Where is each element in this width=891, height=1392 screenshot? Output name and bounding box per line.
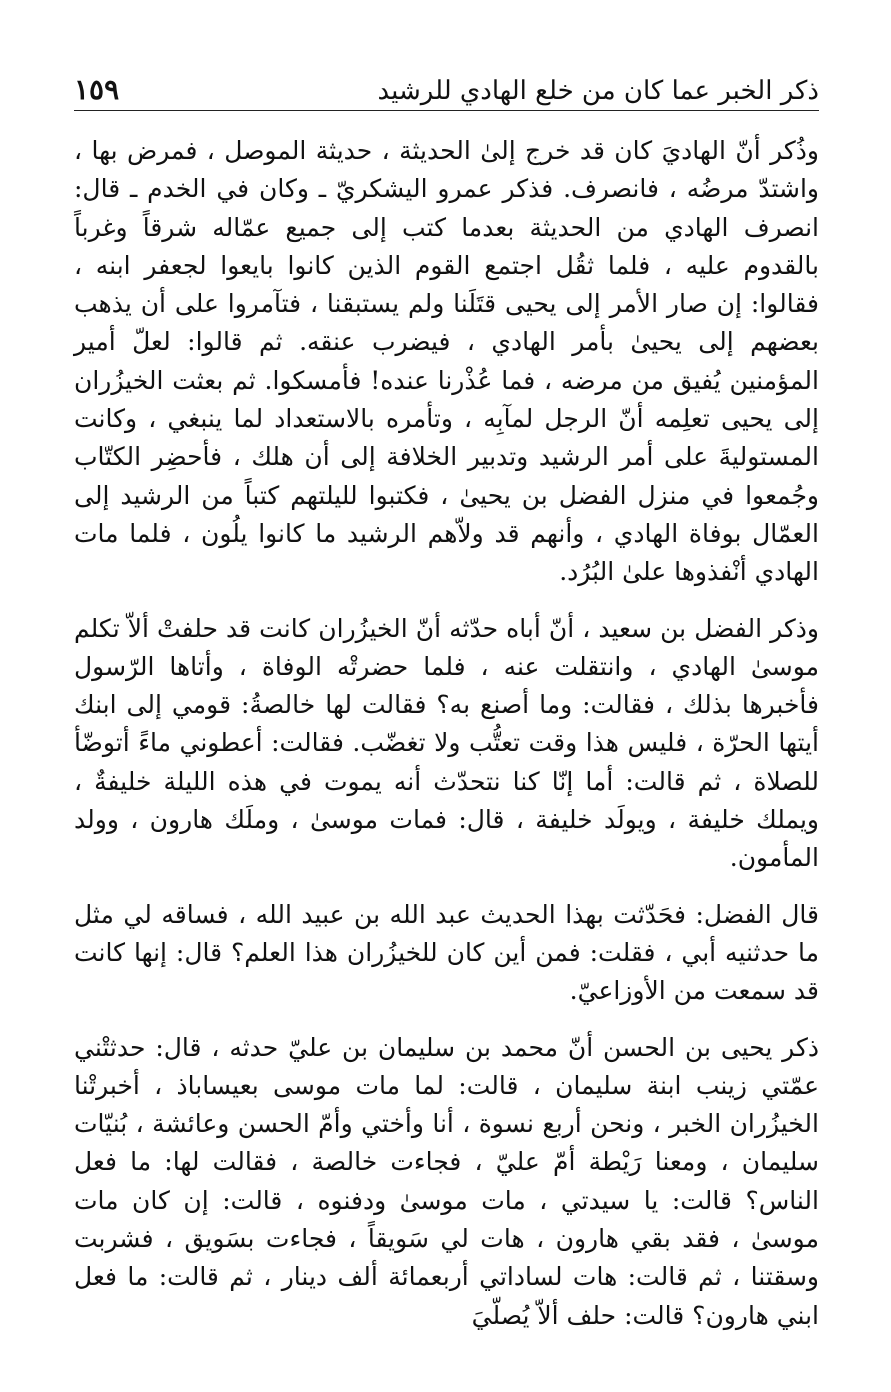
page-header	[74, 60, 819, 111]
running-title: ذكر الخبر عما كان من خلع الهادي للرشيد	[377, 76, 819, 106]
paragraph: وذُكر أنّ الهاديَ كان قد خرج إلىٰ الحديثة ، حديثة الموصل ، فمرض بها ، واشتدّ مرضُه ، فانصرف. فذكر عمرو اليشكريّ ـ وكان في الخدم ـ قال: انصرف الهادي من الحديثة بعدما كتب إلى جميع عمّاله شرقاً وغرباً بالقدوم عليه ، فلما ثقُل اجتمع القوم الذين كانوا بايعوا لجعفر ابنه ، فقالوا: إن صار الأمر إلى يحيى قتَلَنا ولم يستبقنا ، فتآمروا على أن يذهب بعضهم إلى يحيىٰ بأمر الهادي ، فيضرب عنقه. ثم قالوا: لعلّ أمير المؤمنين يُفيق من مرضه ، فما عُذْرنا عنده! فأمسكوا. ثم بعثت الخيزُران إلى يحيى تعلِمه أنّ الرجل لمآبِه ، وتأمره بالاستعداد لما ينبغي ، وكانت المستوليةَ على أمر الرشيد وتدبير الخلافة إلى أن هلك ، فأحضِر الكتّاب وجُمعوا في منزل الفضل بن يحيىٰ ، فكتبوا لليلتهم كتباً من الرشيد إلى العمّال بوفاة الهادي ، وأنهم قد ولاّهم الرشيد ما كانوا يلُون ، فلما مات الهادي أنْفذوها علىٰ البُرُد.	[74, 136, 819, 587]
paragraph: ذكر يحيى بن الحسن أنّ محمد بن سليمان بن عليّ حدثه ، قال: حدثتْني عمّتي زينب ابنة سليمان ، قالت: لما مات موسى بعيساباذ ، أخبرتْنا الخيزُران الخبر ، ونحن أربع نسوة ، أنا وأختي وأمّ الحسن وعائشة ، بُنيّات سليمان ، ومعنا رَيْطة أمّ عليّ ، فجاءت خالصة ، فقالت لها: ما فعل الناس؟ قالت: يا سيدتي ، مات موسىٰ ودفنوه ، قالت: إن كان مات موسىٰ ، فقد بقي هارون ، هات لي سَويقاً ، فجاءت بسَويق ، فشربت وسقتنا ، ثم قالت: هات لساداتي أربعمائة ألف دينار ، ثم قالت: ما فعل ابني هارون؟ قالت: حلف ألاّ يُصلّيَ	[74, 1032, 820, 1330]
paragraph: وذكر الفضل بن سعيد ، أنّ أباه حدّثه أنّ الخيزُران كانت قد حلفتْ ألاّ تكلم موسىٰ الهادي ، وانتقلت عنه ، فلما حضرتْه الوفاة ، وأتاها الرّسول فأخبرها بذلك ، فقالت: وما أصنع به؟ فقالت لها خالصةُ: قومي إلى ابنك أيتها الحرّة ، فليس هذا وقت تعتُّب ولا تغضّب. فقالت: أعطوني ماءً أتوضّأ للصلاة ، ثم قالت: أما إنّا كنا نتحدّث أنه يموت في هذه الليلة خليفةٌ ، ويملك خليفة ، ويولَد خليفة ، قال: فمات موسىٰ ، وملَك هارون ، وولد المأمون.	[74, 613, 819, 873]
paragraph: قال الفضل: فحَدّثت بهذا الحديث عبد الله بن عبيد الله ، فساقه لي مثل ما حدثنيه أبي ، فقلت: فمن أين كان للخيزُران هذا العلم؟ قال: إنها كانت قد سمعت من الأوزاعيّ.	[74, 899, 819, 1006]
page-body	[74, 132, 819, 1335]
page-number: ١٥٩	[74, 73, 120, 106]
